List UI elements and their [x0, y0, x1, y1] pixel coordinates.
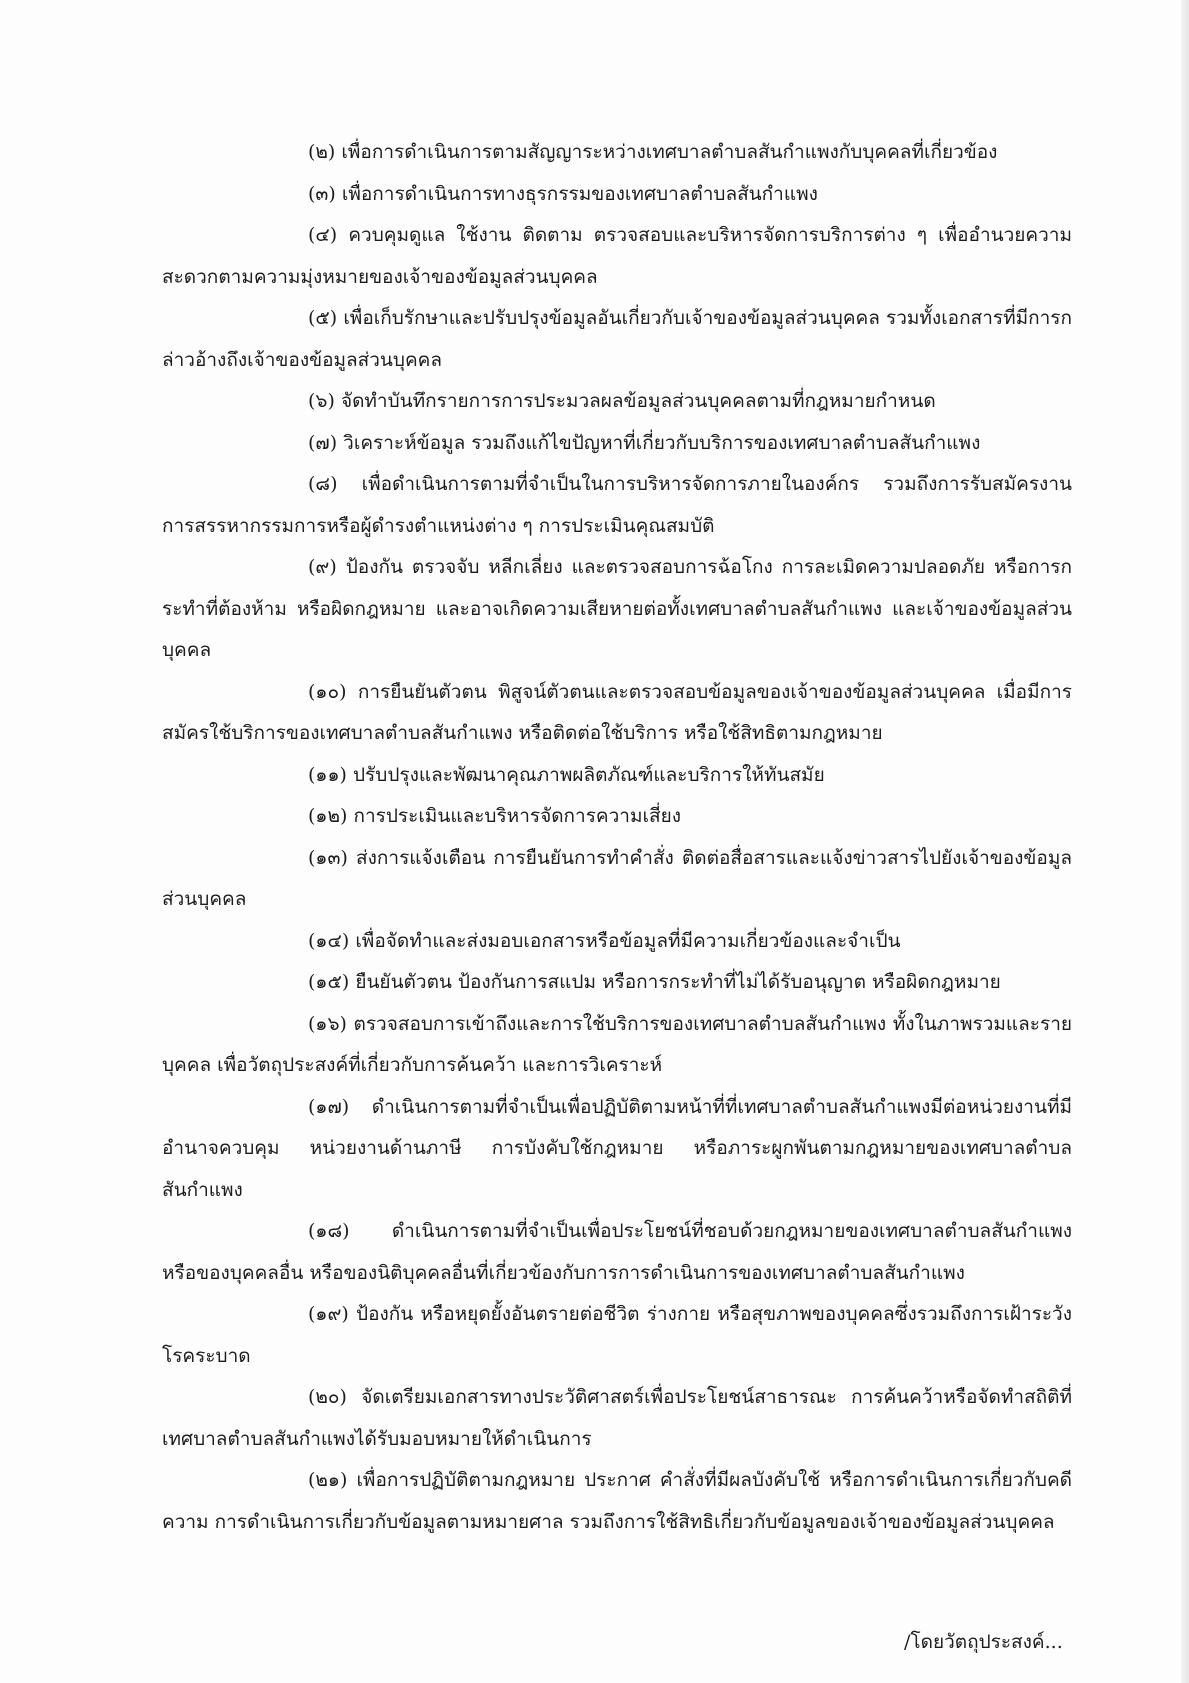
item-text: เพื่อการดำเนินการทางธุรกรรมของเทศบาลตำบลสันกำแพง: [341, 182, 818, 205]
item-number: (๑๐): [308, 680, 347, 703]
item-number: (๔): [308, 224, 338, 246]
list-item: [162, 381, 1072, 423]
item-text: เพื่อการปฏิบัติตามกฎหมาย ประกาศ คำสั่งที่มีผลบังคับใช้ หรือการดำเนินการเกี่ยวกับคดีความ การดำเนินการเกี่ยวกับข้อมูลตามหมายศาล รวมถึงการใช้สิทธิเกี่ยวกับข้อมูลของเจ้าของข้อมูลส่วนบุคคล: [162, 1469, 1072, 1533]
list-item: [162, 796, 1072, 838]
item-number: (๑๕): [308, 971, 350, 993]
item-number: (๖): [308, 390, 335, 412]
list-item: [162, 1211, 1072, 1294]
list-item: [162, 921, 1072, 963]
list-item: [162, 215, 1072, 298]
item-text: เพื่อเก็บรักษาและปรับปรุงข้อมูลอันเกี่ยวกับเจ้าของข้อมูลส่วนบุคคล รวมทั้งเอกสารที่มีการกล่าวอ้างถึงเจ้าของข้อมูลส่วนบุคคล: [162, 307, 1073, 371]
list-item: [162, 1294, 1072, 1377]
item-text: จัดเตรียมเอกสารทางประวัติศาสตร์เพื่อประโยชน์สาธารณะ การค้นคว้าหรือจัดทำสถิติที่เทศบาลตำบลสันกำแพงได้รับมอบหมายให้ดำเนินการ: [162, 1386, 1072, 1450]
item-number: (๒๐): [308, 1386, 347, 1408]
list-item: [162, 547, 1072, 672]
list-item: [162, 962, 1072, 1004]
item-number: (๑๑): [308, 763, 347, 786]
item-number: (๑๖): [308, 1012, 347, 1035]
item-text: ดำเนินการตามที่จำเป็นเพื่อปฏิบัติตามหน้าที่ที่เทศบาลตำบลสันกำแพงมีต่อหน่วยงานที่มีอำนาจควบคุม หน่วยงานด้านภาษี การบังคับใช้กฎหมาย หรือภาระผูกพันตามกฎหมายของเทศบาลตำบลสันกำแพง: [162, 1095, 1072, 1201]
item-number: (๕): [308, 307, 338, 329]
list-item: [162, 838, 1072, 921]
item-text: ป้องกัน ตรวจจับ หลีกเลี่ยง และตรวจสอบการฉ้อโกง การละเมิดความปลอดภัย หรือการกระทำที่ต้องห้าม หรือผิดกฎหมาย และอาจเกิดความเสียหายต่อทั้งเทศบาลตำบลสันกำแพง และเจ้าของข้อมูลส่วนบุคคล: [162, 556, 1073, 661]
list-item: [162, 1460, 1072, 1543]
item-text: ป้องกัน หรือหยุดยั้งอันตรายต่อชีวิต ร่างกาย หรือสุขภาพของบุคคลซึ่งรวมถึงการเฝ้าระวังโรคระบาด: [162, 1303, 1072, 1367]
item-text: ควบคุมดูแล ใช้งาน ติดตาม ตรวจสอบและบริหารจัดการบริการต่าง ๆ เพื่ออำนวยความสะดวกตามความมุ่งหมายของเจ้าของข้อมูลส่วนบุคคล: [162, 224, 1072, 288]
list-item: [162, 464, 1072, 547]
item-number: (๘): [308, 473, 338, 495]
list-item: [162, 1377, 1072, 1460]
item-text: ปรับปรุงและพัฒนาคุณภาพผลิตภัณฑ์และบริการให้ทันสมัย: [353, 763, 825, 786]
item-text: การประเมินและบริหารจัดการความเสี่ยง: [353, 805, 682, 827]
item-text: ส่งการแจ้งเตือน การยืนยันการทำคำสั่ง ติดต่อสื่อสารและแจ้งข่าวสารไปยังเจ้าของข้อมูลส่วนบุคคล: [162, 846, 1072, 910]
list-item: [162, 1004, 1072, 1087]
list-item: [162, 755, 1072, 797]
list-item: [162, 298, 1072, 381]
item-number: (๑๗): [308, 1095, 350, 1118]
list-item: [162, 423, 1072, 465]
item-text: วิเคราะห์ข้อมูล รวมถึงแก้ไขปัญหาที่เกี่ยวกับบริการของเทศบาลตำบลสันกำแพง: [343, 431, 981, 454]
list-item: [162, 1087, 1072, 1212]
item-text: การยืนยันตัวตน พิสูจน์ตัวตนและตรวจสอบข้อมูลของเจ้าของข้อมูลส่วนบุคคล เมื่อมีการสมัครใช้บริการของเทศบาลตำบลสันกำแพง หรือติดต่อใช้บริการ หรือใช้สิทธิตามกฎหมาย: [162, 680, 1072, 744]
item-number: (๑๔): [308, 929, 350, 952]
item-number: (๑๘): [308, 1220, 350, 1242]
item-number: (๓): [308, 182, 336, 205]
item-text: จัดทำบันทึกรายการการประมวลผลข้อมูลส่วนบุคคลตามที่กฎหมายกำหนด: [340, 390, 936, 412]
item-number: (๑๓): [308, 846, 348, 869]
item-number: (๑๒): [308, 805, 348, 827]
continuation-note: /โดยวัตถุประสงค์...: [904, 1631, 1063, 1653]
item-number: (๒): [308, 141, 336, 163]
item-number: (๗): [308, 431, 338, 454]
item-text: เพื่อการดำเนินการตามสัญญาระหว่างเทศบาลตำบลสันกำแพงกับบุคคลที่เกี่ยวข้อง: [341, 141, 998, 163]
page-edge-shadow: [1181, 0, 1189, 1683]
item-number: (๒๑): [308, 1469, 348, 1491]
item-number: (๙): [308, 556, 337, 578]
purpose-list: [162, 132, 1072, 1543]
item-text: ยืนยันตัวตน ป้องกันการสแปม หรือการกระทำที่ไม่ได้รับอนุญาต หรือผิดกฎหมาย: [355, 971, 1001, 993]
item-text: ดำเนินการตามที่จำเป็นเพื่อประโยชน์ที่ชอบด้วยกฎหมายของเทศบาลตำบลสันกำแพง หรือของบุคคลอื่น หรือของนิติบุคคลอื่นที่เกี่ยวข้องกับการการดำเนินการของเทศบาลตำบลสันกำแพง: [162, 1220, 1072, 1284]
list-item: [162, 174, 1072, 216]
item-text: เพื่อจัดทำและส่งมอบเอกสารหรือข้อมูลที่มีความเกี่ยวข้องและจำเป็น: [355, 929, 901, 952]
item-text: ตรวจสอบการเข้าถึงและการใช้บริการของเทศบาลตำบลสันกำแพง ทั้งในภาพรวมและรายบุคคล เพื่อวัตถุประสงค์ที่เกี่ยวกับการค้นคว้า และการวิเคราะห์: [162, 1012, 1073, 1076]
item-number: (๑๙): [308, 1303, 349, 1325]
list-item: [162, 132, 1072, 174]
item-text: เพื่อดำเนินการตามที่จำเป็นในการบริหารจัดการภายในองค์กร รวมถึงการรับสมัครงาน การสรรหากรรมการหรือผู้ดำรงตำแหน่งต่าง ๆ การประเมินคุณสมบัติ: [162, 473, 1072, 537]
list-item: [162, 672, 1072, 755]
